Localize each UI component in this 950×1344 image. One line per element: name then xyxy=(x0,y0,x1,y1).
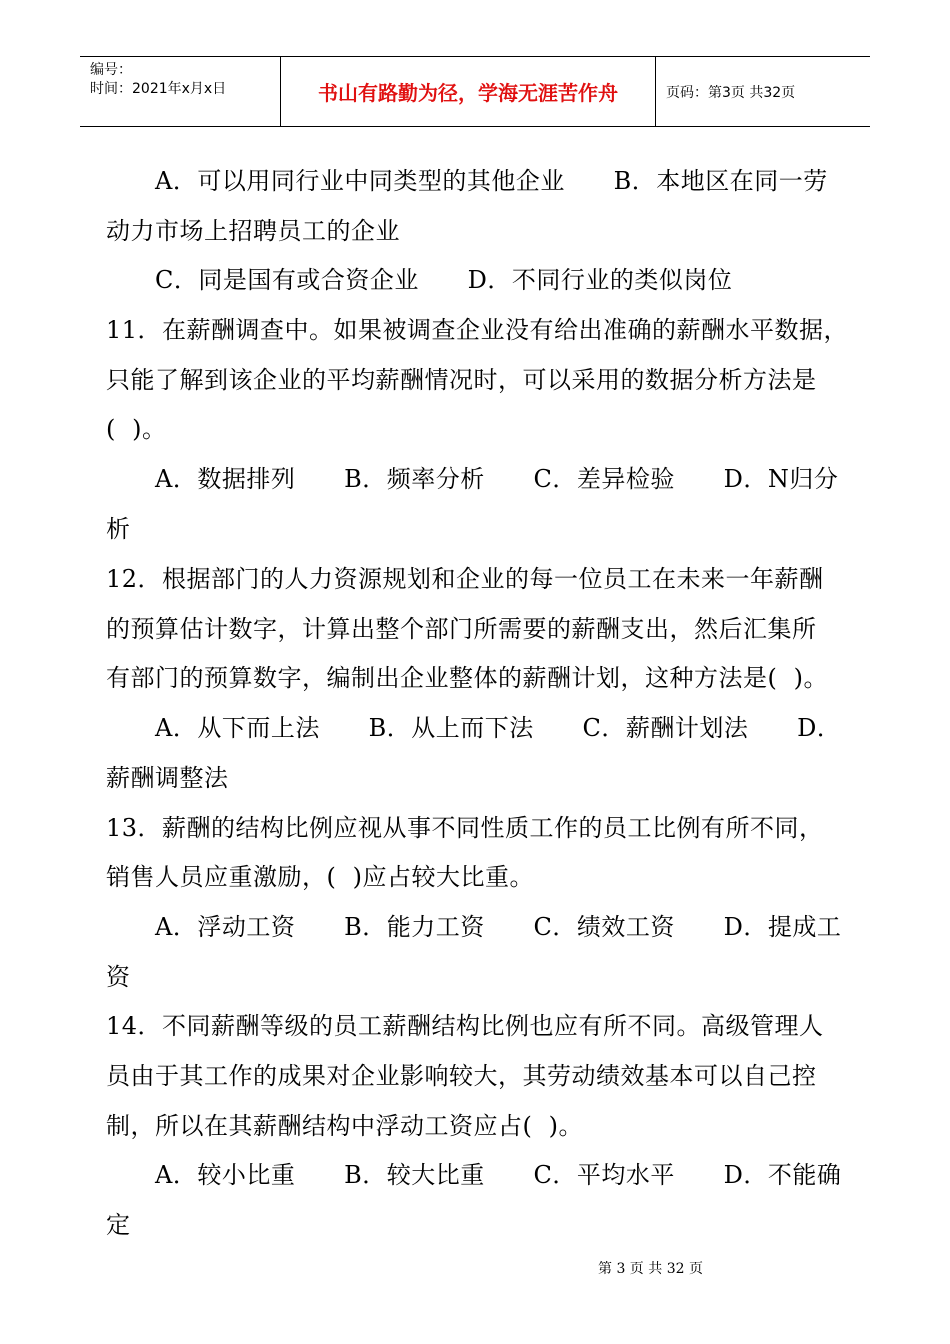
text-line: 员由于其工作的成果对企业影响较大，其劳动绩效基本可以自己控 xyxy=(106,1062,817,1090)
answer-options: A．数据排列 B．频率分析 C．差异检验 D．N归分 xyxy=(155,465,839,493)
text-line: 动力市场上招聘员工的企业 xyxy=(106,217,400,245)
text-line: 资 xyxy=(106,963,131,991)
text-line: C．同是国有或合资企业 D．不同行业的类似岗位 xyxy=(155,266,733,294)
time-label: 时间：2021年x月x日 xyxy=(90,81,227,97)
text-line: 析 xyxy=(106,515,131,543)
header-left-cell xyxy=(80,57,281,126)
footer-page-number: 第 3 页 共 32 页 xyxy=(598,1261,703,1277)
page-header xyxy=(80,56,870,127)
text-line: 定 xyxy=(106,1211,131,1239)
text-line: 的预算估计数字，计算出整个部门所需要的薪酬支出，然后汇集所 xyxy=(106,615,817,643)
question-13: 13．薪酬的结构比例应视从事不同性质工作的员工比例有所不同， xyxy=(106,814,824,842)
number-label: 编号： xyxy=(90,62,132,78)
motto-text: 书山有路勤为径，学海无涯苦作舟 xyxy=(281,57,656,126)
text-line: 有部门的预算数字，编制出企业整体的薪酬计划，这种方法是( )。 xyxy=(106,664,828,692)
text-line: 只能了解到该企业的平均薪酬情况时，可以采用的数据分析方法是 xyxy=(106,366,817,394)
text-line: A．可以用同行业中同类型的其他企业 B．本地区在同一劳 xyxy=(155,167,828,195)
text-line: 薪酬调整法 xyxy=(106,764,229,792)
question-14: 14．不同薪酬等级的员工薪酬结构比例也应有所不同。高级管理人 xyxy=(106,1012,824,1040)
text-line: 销售人员应重激励，( )应占较大比重。 xyxy=(106,863,534,891)
question-12: 12．根据部门的人力资源规划和企业的每一位员工在未来一年薪酬 xyxy=(106,565,824,593)
page-info: 页码：第3页 共32页 xyxy=(666,84,796,101)
text-line: ( )。 xyxy=(106,415,167,443)
answer-options: A．浮动工资 B．能力工资 C．绩效工资 D．提成工 xyxy=(155,913,842,941)
answer-options: A．较小比重 B．较大比重 C．平均水平 D．不能确 xyxy=(155,1161,842,1189)
question-11: 11．在薪酬调查中。如果被调查企业没有给出准确的薪酬水平数据， xyxy=(106,316,849,344)
answer-options: A．从下而上法 B．从上而下法 C．薪酬计划法 D． xyxy=(155,714,842,742)
text-line: 制，所以在其薪酬结构中浮动工资应占( )。 xyxy=(106,1112,583,1140)
